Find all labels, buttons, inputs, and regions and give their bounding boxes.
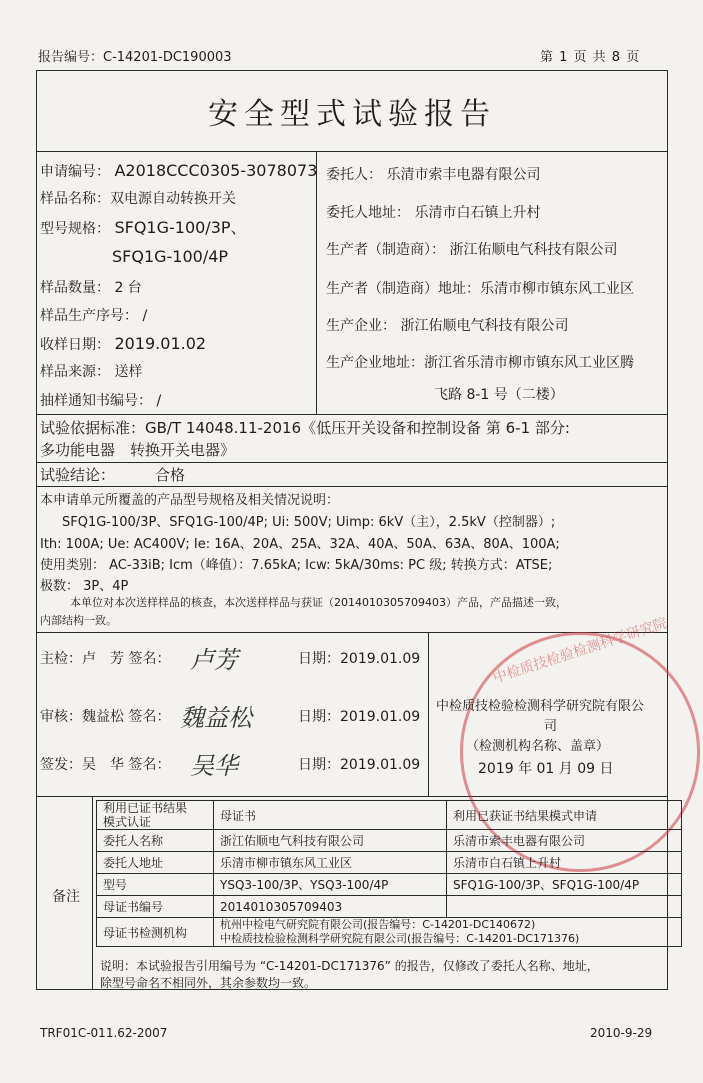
table-row: [97, 852, 682, 874]
sample-quantity: 样品数量： 2 台: [40, 280, 142, 296]
table-cell: 母证书检测机构: [97, 918, 214, 947]
title-row: [36, 70, 668, 152]
table-cell: [447, 896, 682, 918]
table-cell: 委托人地址: [97, 852, 214, 874]
divider: [36, 414, 668, 415]
org-name: 中检质技检验检测科学研究院有限公: [436, 699, 645, 714]
client: 委托人： 乐清市索丰电器有限公司: [326, 167, 541, 183]
remarks-divider: [92, 796, 93, 990]
table-cell: 委托人名称: [97, 830, 214, 852]
manufacturer-address: 生产者（制造商）地址：乐清市柳市镇东风工业区: [326, 281, 634, 297]
org-note: （检测机构名称、盖章）: [466, 739, 610, 754]
remarks-label: 备注: [52, 889, 80, 905]
page-title: 安全型式试验报告: [208, 97, 496, 132]
factory-address-2: 飞路 8-1 号（二楼）: [434, 387, 564, 403]
report-number: 报告编号：C-14201-DC190003: [38, 50, 232, 65]
table-row: [97, 830, 682, 852]
model-spec-2: SFQ1G-100/4P: [112, 247, 229, 266]
test-conclusion: 试验结论： 合格: [40, 466, 186, 484]
sample-name: 样品名称：双电源自动转换开关: [40, 191, 236, 207]
table-cell: 杭州中检电气研究院有限公司(报告编号：C-14201-DC140672) 中检质技检验检测科学研究院有限公司(报告编号：C-14201-DC171376): [214, 918, 682, 947]
table-cell: 利用已获证书结果模式申请: [447, 801, 682, 830]
table-row: [97, 874, 682, 896]
desc-line: 本申请单元所覆盖的产品型号规格及相关情况说明：: [40, 493, 340, 508]
factory-address: 生产企业地址：浙江省乐清市柳市镇东风工业区腾: [326, 355, 634, 371]
model-spec: 型号规格： SFQ1G-100/3P、: [40, 218, 247, 237]
table-row: [97, 896, 682, 918]
inspector-signature: 卢芳: [190, 646, 238, 674]
table-cell: 型号: [97, 874, 214, 896]
sampling-notice: 抽样通知书编号： /: [40, 393, 162, 409]
page-number: 第 1 页 共 8 页: [540, 50, 641, 65]
factory: 生产企业： 浙江佑顺电气科技有限公司: [326, 318, 569, 334]
remarks-note: 说明：本试验报告引用编号为 “C-14201-DC171376” 的报告，仅修改了委托人名称、地址，: [100, 959, 599, 973]
table-cell: 乐清市索丰电器有限公司: [447, 830, 682, 852]
test-standard: 试验依据标准：GB/T 14048.11-2016《低压开关设备和控制设备 第 6-1 部分:: [40, 419, 570, 437]
application-number: 申请编号： A2018CCC0305-3078073: [40, 161, 318, 180]
manufacturer: 生产者（制造商）： 浙江佑顺电气科技有限公司: [326, 242, 618, 258]
sign-divider: [428, 632, 429, 796]
table-cell: SFQ1G-100/3P、SFQ1G-100/4P: [447, 874, 682, 896]
sample-serial: 样品生产序号： /: [40, 308, 148, 324]
table-cell: 母证书: [214, 801, 447, 830]
table-cell: 乐清市白石镇上升村: [447, 852, 682, 874]
org-date: 2019 年 01 月 09 日: [478, 761, 614, 777]
reviewer-signature: 魏益松: [180, 704, 252, 732]
table-cell: 2014010305709403: [214, 896, 447, 918]
stamp-text: 中检质技检验检测科学研究院: [491, 615, 670, 687]
desc-line: 使用类别： AC-33iB; Icm（峰值）：7.65kA; Icw: 5kA/30ms: PC 级; 转换方式：ATSE;: [40, 558, 553, 573]
remarks-note-2: 除型号命名不相同外，其余参数均一致。: [100, 976, 317, 990]
table-cell: 浙江佑顺电气科技有限公司: [214, 830, 447, 852]
table-cell: YSQ3-100/3P、YSQ3-100/4P: [214, 874, 447, 896]
reviewer-date: 日期：2019.01.09: [298, 709, 421, 725]
table-row: [97, 801, 682, 830]
org-name-2: 司: [544, 719, 558, 734]
table-row: [97, 918, 682, 947]
inspector-date: 日期：2019.01.09: [298, 651, 421, 667]
test-standard-2: 多功能电器 转换开关电器》: [40, 441, 236, 459]
approver-signature: 吴华: [190, 752, 238, 780]
desc-line: 极数： 3P、4P: [40, 579, 129, 594]
desc-line: SFQ1G-100/3P、SFQ1G-100/4P; Ui: 500V; Uimp: 6kV（主），2.5kV（控制器）;: [62, 515, 556, 530]
approver-date: 日期：2019.01.09: [298, 757, 421, 773]
desc-line: Ith: 100A; Ue: AC400V; Ie: 16A、20A、25A、32A、40A、50A、63A、80A、100A;: [40, 537, 560, 552]
remarks-table: [96, 800, 682, 947]
sample-source: 样品来源： 送样: [40, 364, 143, 380]
desc-line: 本单位对本次送样样品的核查，本次送样样品与获证（2014010305709403）产品，产品描述一致，: [70, 596, 567, 609]
desc-line: 内部结构一致。: [40, 614, 117, 627]
table-cell: 乐清市柳市镇东风工业区: [214, 852, 447, 874]
divider: [36, 486, 668, 487]
table-cell: 利用已证书结果 模式认证: [97, 801, 214, 830]
table-cell: 母证书编号: [97, 896, 214, 918]
footer-code: TRF01C-011.62-2007: [40, 1026, 168, 1040]
reviewer: 审核：魏益松 签名：: [40, 709, 171, 725]
receive-date: 收样日期： 2019.01.02: [40, 334, 207, 353]
client-address: 委托人地址： 乐清市白石镇上升村: [326, 205, 541, 221]
info-divider: [316, 152, 317, 414]
divider: [36, 462, 668, 463]
footer-date: 2010-9-29: [590, 1026, 653, 1040]
inspector: 主检：卢 芳 签名：: [40, 651, 171, 667]
approver: 签发：吴 华 签名：: [40, 757, 171, 773]
